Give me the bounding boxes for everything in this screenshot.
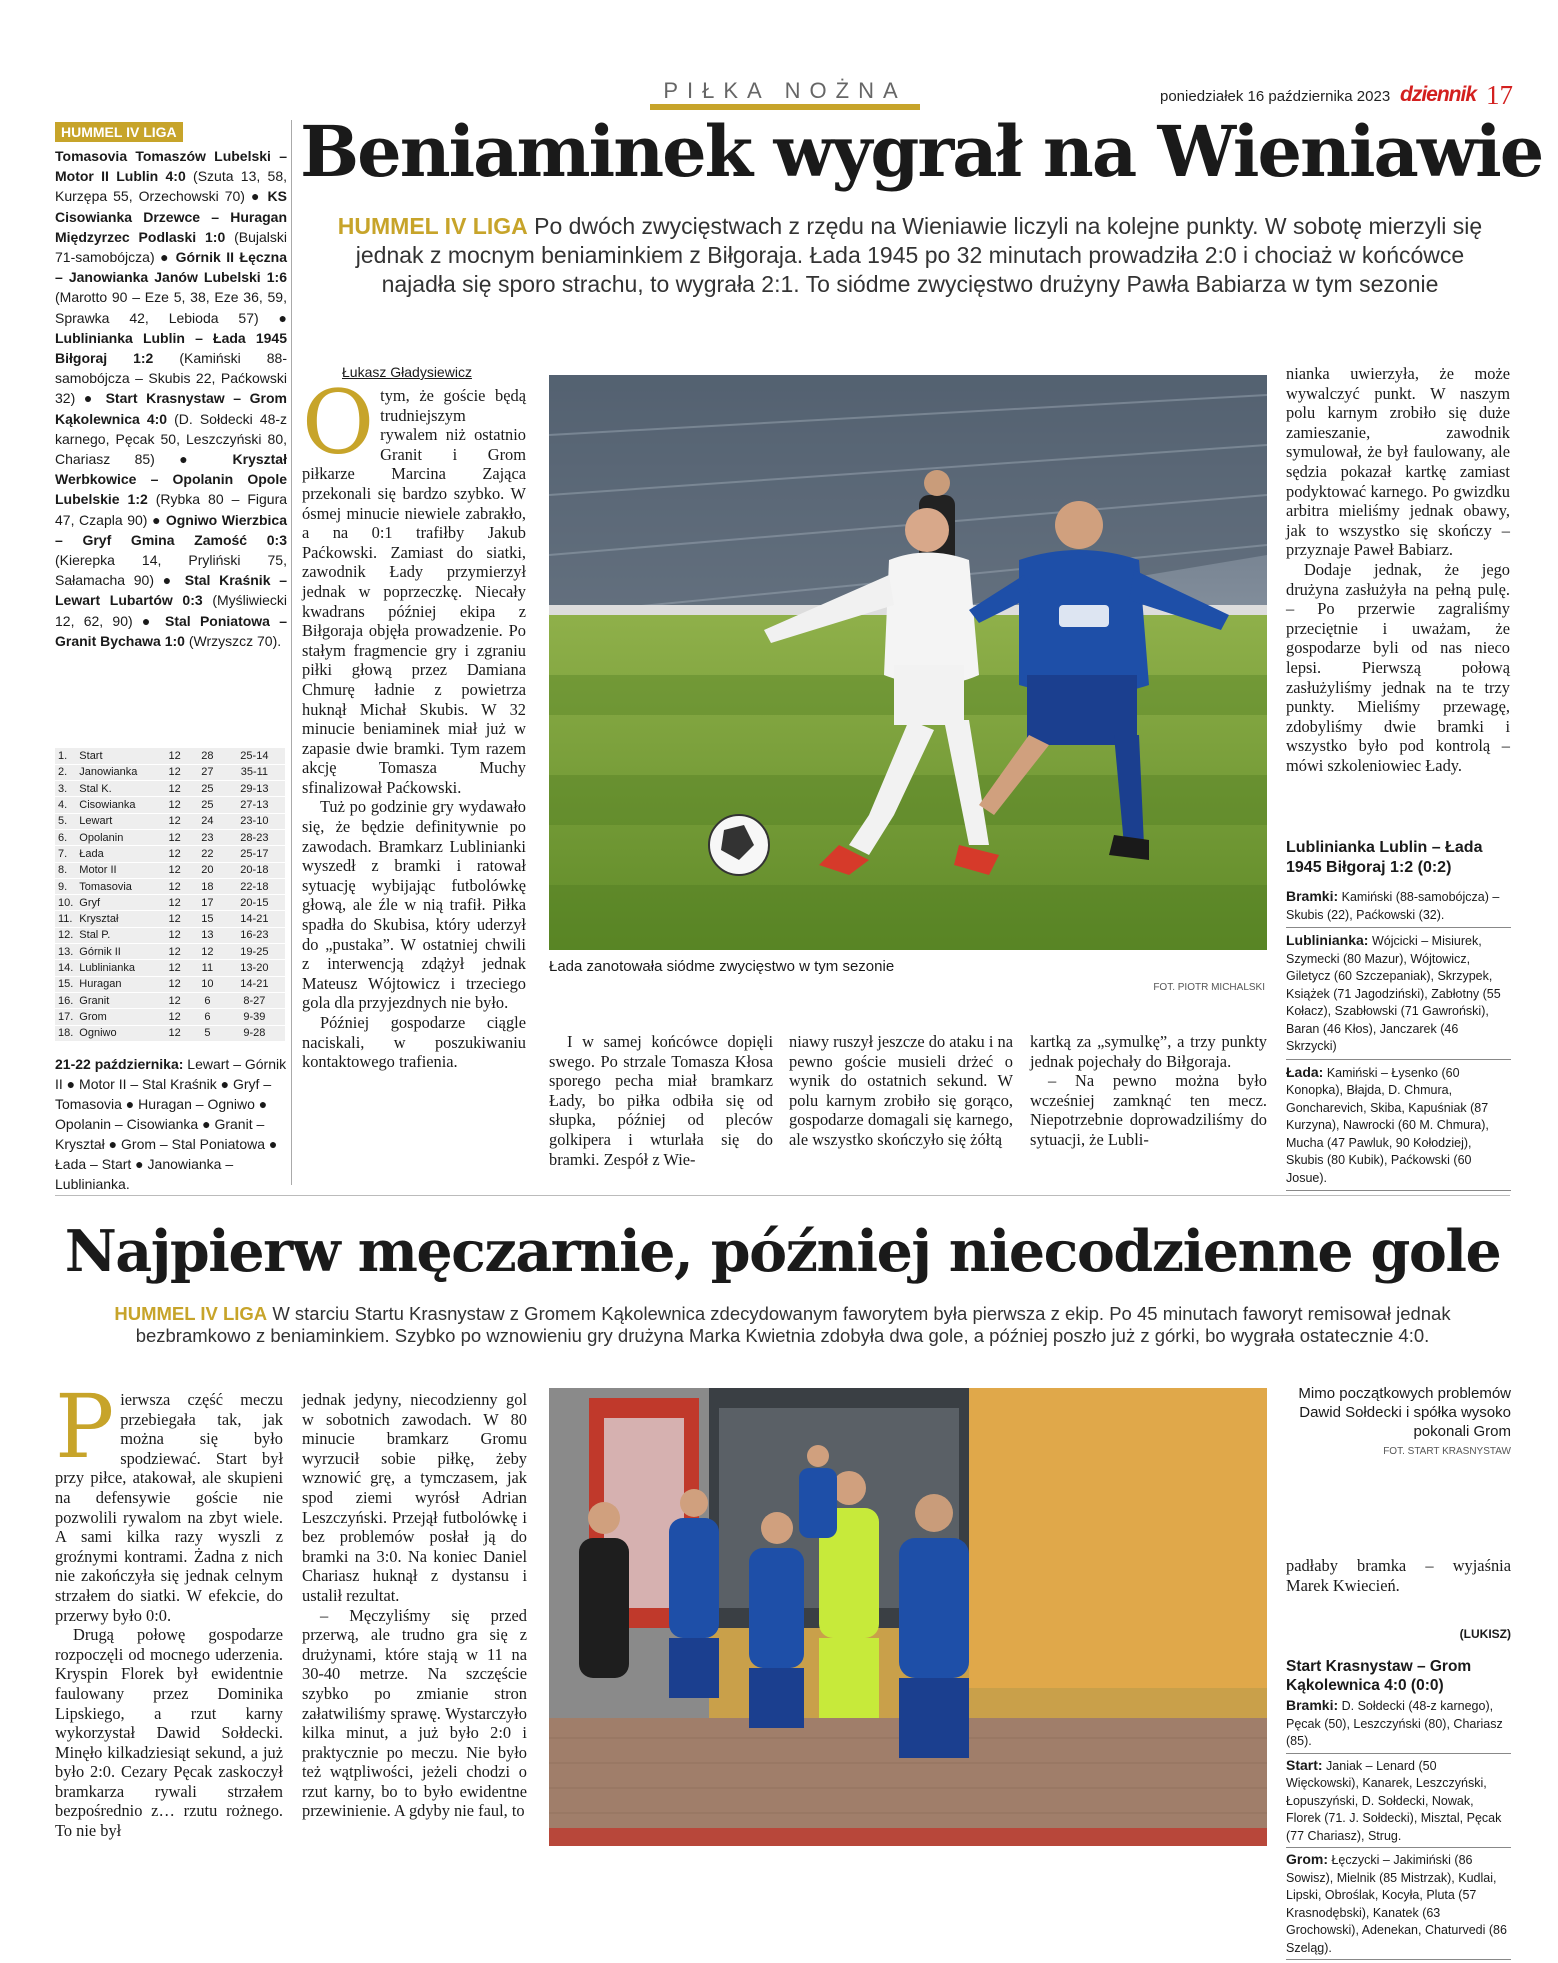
table-row: [55, 797, 285, 813]
table-cell: 16-23: [224, 927, 285, 943]
result-scorers: (Kierepka 14, Pryliński 75, Sałamacha 90): [55, 552, 287, 589]
article1-paragraph: niawy ruszył jeszcze do ataku i na pewno goście musieli drżeć o wynik do ostatnich sekund. W polu karnym zrobiło się gorąco, gospodarze domagali się karnego, ale wszystko skończyło się żółtą: [789, 1032, 1013, 1149]
table-cell: Kryształ: [76, 911, 158, 927]
article2-paragraph: jednak jedyny, niecodzienny gol w sobotnich zawodach. W 80 minucie bramkarz Gromu wyrzucił sobie piłkę, żeby wznowić grę, a tymczasem, jak spod ziemi wyrósł Adrian Leszczyński. Przejął futbolówkę i bez problemów posłał ją do bramki na 3:0. Na koniec Daniel Chariasz huknął z dystansu i ustalił rezultat.: [302, 1390, 527, 1605]
article2-lineups: [1286, 1697, 1511, 1963]
table-cell: 12: [158, 846, 191, 862]
table-cell: 22: [191, 846, 224, 862]
result-match: Kryształ Werbkowice – Opolanin Opole Lubelskie 1:2: [55, 451, 287, 508]
article1-paragraph: Później gospodarze ciągle naciskali, w poszukiwaniu kontaktowego trafienia.: [302, 1013, 526, 1072]
result-match: Stal Kraśnik – Lewart Lubartów 0:3: [55, 572, 287, 609]
article1-headline: Beniaminek wygrał na Wieniawie: [300, 110, 1543, 193]
table-cell: Lewart: [76, 813, 158, 829]
table-cell: 12: [158, 960, 191, 976]
table-cell: 13-20: [224, 960, 285, 976]
article1-lead-text: Po dwóch zwycięstwach z rzędu na Wieniawie liczyli na kolejne punkty. W sobotę mierzyli się jednak z mocnym beniaminkiem z Biłgoraja. Łada 1945 po 32 minutach prowadziła 2:0 i chociaż w końcówce najadła się sporo strachu, to wygrała 2:1. To siódme zwycięstwo drużyny Pawła Babiarza w tym sezonie: [355, 213, 1483, 297]
table-cell: 16.: [55, 992, 76, 1008]
table-cell: 7.: [55, 846, 76, 862]
article2-signature: (LUKISZ): [1459, 1627, 1511, 1641]
article2-column-4: [1286, 1556, 1511, 1595]
next-round-label: 21-22 października:: [55, 1056, 184, 1072]
table-cell: 25: [191, 797, 224, 813]
lineup-text: Kamiński – Łysenko (60 Konopka), Błajda, D. Chmura, Goncharevich, Skiba, Kapuśniak (87 Kurzyna), Nawrocki (60 M. Chmura), Mucha (47 Pawluk, 90 Kołodziej), Skubis (80 Kubik), Paćkowski (60 Josue).: [1286, 1065, 1489, 1185]
table-cell: 13: [191, 927, 224, 943]
table-cell: 18.: [55, 1025, 76, 1041]
article2-dropcap: P: [55, 1375, 115, 1478]
table-cell: 12: [158, 797, 191, 813]
table-row: [55, 764, 285, 780]
results-list: [55, 146, 287, 651]
table-cell: 18: [191, 878, 224, 894]
table-cell: 8.: [55, 862, 76, 878]
table-row: [55, 944, 285, 960]
fixture: Łada – Start: [55, 1156, 132, 1172]
article2-column-1: [55, 1375, 283, 1841]
bullet-icon: ●: [258, 309, 287, 326]
section-label: PIŁKA NOŻNA: [663, 78, 907, 103]
table-cell: 28: [191, 748, 224, 764]
bullet-icon: ●: [121, 1096, 139, 1112]
fixture: Huragan – Ogniwo: [138, 1096, 255, 1112]
bullet-icon: ●: [198, 1116, 215, 1132]
next-round-fixtures: [55, 1054, 287, 1194]
result-scorers: (Wrzyszcz 70).: [188, 632, 282, 649]
result-match: Stal Poniatowa – Granit Bychawa 1:0: [55, 612, 287, 649]
bullet-icon: ●: [75, 390, 106, 407]
table-cell: Ogniwo: [76, 1025, 158, 1041]
fixture: Grom – Stal Poniatowa: [121, 1136, 266, 1152]
lineup-label: Łada:: [1286, 1063, 1324, 1080]
table-cell: 12: [158, 813, 191, 829]
table-cell: 5.: [55, 813, 76, 829]
table-cell: 4.: [55, 797, 76, 813]
table-cell: 12: [158, 781, 191, 797]
table-cell: Stal K.: [76, 781, 158, 797]
result-scorers: (Kamiński 88-samobójcza – Skubis 22, Paćkowski 32): [55, 350, 287, 407]
table-cell: 19-25: [224, 944, 285, 960]
table-cell: 14.: [55, 960, 76, 976]
table-cell: 11: [191, 960, 224, 976]
result-match: Górnik II Łęczna – Janowianka Janów Lubelski 1:6: [55, 249, 287, 286]
standings-table: [55, 748, 285, 1042]
result-match: KS Cisowianka Drzewce – Huragan Międzyrzec Podlaski 1:0: [55, 188, 287, 245]
table-cell: 20-15: [224, 895, 285, 911]
table-cell: 20: [191, 862, 224, 878]
table-cell: 12.: [55, 927, 76, 943]
table-cell: 14-21: [224, 911, 285, 927]
table-cell: 12: [158, 976, 191, 992]
table-cell: 17.: [55, 1009, 76, 1025]
table-cell: 12: [158, 944, 191, 960]
lineup-label: Bramki:: [1286, 1697, 1339, 1713]
article2-lead-tag: HUMMEL IV LIGA: [114, 1303, 268, 1324]
lineup-text: Janiak – Lenard (50 Więckowski), Kanarek, Leszczyński, Łopuszyński, D. Sołdecki, Nowak, Florek (71. J. Sołdecki), Misztal, Pęcak (77 Chariasz), Strug.: [1286, 1758, 1502, 1843]
bullet-icon: ●: [147, 511, 166, 528]
article1-paragraph: kartką za „symulkę”, a trzy punkty jednak pojechały do Biłgoraja.: [1030, 1032, 1267, 1071]
lineup-block: [1286, 888, 1511, 928]
table-row: [55, 1009, 285, 1025]
lineup-block: [1286, 932, 1511, 1060]
table-cell: 10: [191, 976, 224, 992]
issue-date: poniedziałek 16 października 2023: [1160, 88, 1391, 105]
article1-dropcap: O: [302, 371, 375, 474]
lineup-block: [1286, 1064, 1511, 1192]
lineup-label: Lublinianka:: [1286, 932, 1369, 948]
table-cell: 27: [191, 764, 224, 780]
table-cell: 12: [158, 748, 191, 764]
fixture: Opolanin – Cisowianka: [55, 1116, 199, 1132]
table-cell: 11.: [55, 911, 76, 927]
article1-lead: [320, 212, 1500, 299]
table-cell: 12: [191, 944, 224, 960]
table-cell: 12: [158, 1009, 191, 1025]
article2-lead-text: W starciu Startu Krasnystaw z Gromem Kąkolewnica zdecydowanym faworytem była pierwsza z ekip. Po 45 minutach faworyt remisował jednak bezbramkowo z beniaminkiem. Szybko po wznowieniu gry drużyna Marka Kwietnia zdobyła dwa gole, a później poszło już z górki, bo wygrała ostatecznie 4:0.: [135, 1303, 1451, 1346]
article2-paragraph: padłaby bramka – wyjaśnia Marek Kwiecień.: [1286, 1556, 1511, 1595]
page-number: 17: [1486, 80, 1513, 110]
article2-paragraph: – Męczyliśmy się przed przerwą, ale trudno gra się z drużynami, które stają w 11 na 30-40 metrze. Na szczęście szybko po zmianie stron załatwiliśmy sprawę. Wystarczyło kilka minut, a już było 2:0 i praktycznie po meczu. Nie było też wątpliwości, jeżeli chodzi o rzut karny, bo to było ewidentne przewinienie. A gdyby nie faul, to: [302, 1605, 527, 1821]
table-cell: 12: [158, 829, 191, 845]
result-scorers: (D. Sołdecki 48-z karnego, Pęcak 50, Leszczyński 80, Chariasz 85): [55, 410, 288, 468]
article2-photo: [549, 1388, 1267, 1846]
bullet-icon: ●: [62, 1076, 80, 1092]
table-row: [55, 1025, 285, 1041]
fixture: Motor II – Stal Kraśnik: [79, 1076, 217, 1092]
article2-column-2: [302, 1390, 527, 1821]
table-cell: Gryf: [76, 895, 158, 911]
bullet-icon: ●: [132, 612, 166, 629]
article2-photo-caption: Mimo początkowych problemów Dawid Sołdecki i spółka wysoko pokonali Grom: [1298, 1385, 1511, 1440]
column-divider: [291, 120, 292, 1185]
result-scorers: (Marotto 90 – Eze 5, 38, Eze 36, 59, Sprawka 42, Lebioda 57): [55, 289, 287, 326]
fixture: Lewart – Górnik II: [55, 1056, 287, 1092]
team-walkout-photo-icon: [549, 1388, 1267, 1846]
table-cell: Start: [76, 748, 158, 764]
lineup-label: Bramki:: [1286, 888, 1339, 904]
table-row: [55, 976, 285, 992]
table-cell: 12: [158, 992, 191, 1008]
bullet-icon: ●: [154, 249, 176, 266]
table-cell: 1.: [55, 748, 76, 764]
table-cell: 6.: [55, 829, 76, 845]
table-cell: Tomasovia: [76, 878, 158, 894]
article1-paragraph: tym, że goście będą trudniejszym rywalem niż ostatnio Granit i Grom piłkarze Marcina Zająca przekonali się bardzo szybko. W ósmej minucie niewiele zabrakło, a na 0:1 trafiłby Jakub Paćkowski. Zamiast do siatki, zawodnik Łady przymierzył jednak w poprzeczkę. Niecały kwadrans później ekipa z Biłgoraja objęła prowadzenie. Po stałym fragmencie gry i zgraniu piłki głową przez Damiana Chmurę ładnie z powietrza huknął Michał Skubis. W 32 minucie beniaminek miał już w zapasie dwie bramki. Tym razem akcję Tomasza Muchy sfinalizował Paćkowski.: [302, 386, 526, 797]
bullet-icon: ●: [254, 1096, 268, 1112]
result-scorers: (Szuta 13, 58, Kurzępa 55, Orzechowski 70): [55, 168, 288, 205]
section-divider: [55, 1195, 1510, 1196]
table-row: [55, 846, 285, 862]
table-cell: 10.: [55, 895, 76, 911]
table-cell: 23-10: [224, 813, 285, 829]
table-cell: Lublinianka: [76, 960, 158, 976]
bullet-icon: ●: [154, 451, 233, 468]
table-cell: 15.: [55, 976, 76, 992]
table-cell: 27-13: [224, 797, 285, 813]
article1-column-2: [549, 1032, 773, 1169]
table-cell: 35-11: [224, 764, 285, 780]
match-photo-players-icon: [549, 375, 1267, 950]
bullet-icon: ●: [216, 1076, 233, 1092]
table-cell: 6: [191, 1009, 224, 1025]
table-cell: Janowianka: [76, 764, 158, 780]
article1-photo: [549, 375, 1267, 950]
table-cell: 12: [158, 764, 191, 780]
lineup-text: Kamiński (88-samobójcza) – Skubis (22), Paćkowski (32).: [1286, 890, 1500, 922]
table-cell: Górnik II: [76, 944, 158, 960]
table-cell: 12: [158, 927, 191, 943]
article1-column-4: [1030, 1032, 1267, 1150]
table-cell: Huragan: [76, 976, 158, 992]
table-row: [55, 813, 285, 829]
article2-lead: [60, 1303, 1505, 1347]
table-cell: 12: [158, 878, 191, 894]
table-cell: 9.: [55, 878, 76, 894]
article2-paragraph: ierwsza część meczu przebiegała tak, jak można się było spodziewać. Start był przy piłce, atakował, ale skupieni na defensywie goście nie pozwolili rywalom na zbyt wiele. A sami kilka razy wyszli z groźnymi kontrami. Żadna z nich nie zakończyła się jednak celnym strzałem do siatki. W efekcie, do przerwy było 0:0.: [55, 1390, 283, 1625]
article1-paragraph: nianka uwierzyła, że może wywalczyć punkt. W naszym polu karnym zrobiło się duże zamieszanie, zawodnik symulował, że był faulowany, ale sędzia pokazał kartkę zamiast podyktować karnego. Po gwizdku arbitra mieliśmy jednak obawy, jak to wszystko się skończy – przyznaje Paweł Babiarz.: [1286, 364, 1510, 560]
article1-paragraph: Dodaje jednak, że jego drużyna zasłużyła na pełną pulę. – Po przerwie zagraliśmy przeciętnie i uważam, że gospodarze byli od nas nieco lepsi. Pierwszą połową zasłużyliśmy jednak na te trzy punkty. Mieliśmy przewagę, zdobyliśmy dwie bramki i wszystko było pod kontrolą – mówi szkoleniowiec Łady.: [1286, 559, 1510, 775]
table-cell: 9-39: [224, 1009, 285, 1025]
article1-lineups: [1286, 888, 1511, 1195]
table-row: [55, 992, 285, 1008]
table-cell: 24: [191, 813, 224, 829]
table-row: [55, 960, 285, 976]
fixture: Granit – Kryształ: [55, 1116, 265, 1152]
result-match: Ogniwo Wierzbica – Gryf Gmina Zamość 0:3: [55, 511, 287, 548]
table-cell: 5: [191, 1025, 224, 1041]
bullet-icon: ●: [244, 188, 268, 205]
result-match: Start Krasnystaw – Grom Kąkolewnica 4:0: [55, 390, 287, 427]
bullet-icon: ●: [131, 1156, 148, 1172]
article1-column-3: [789, 1032, 1013, 1150]
lineup-text: Łęczycki – Jakimiński (86 Sowisz), Mielnik (85 Mistrzak), Kudlai, Lipski, Obroślak, Kocyła, Pluta (57 Krasnodębski), Kanatek (63 Grochowski), Adenekan, Chaturvedi (86 Szeląg).: [1286, 1853, 1507, 1955]
table-cell: 28-23: [224, 829, 285, 845]
table-cell: 2.: [55, 764, 76, 780]
table-cell: 15: [191, 911, 224, 927]
article1-paragraph: Tuż po godzinie gry wydawało się, że będzie definitywnie po zawodach. Bramkarz Lublinianki wyszedł z bramki i ratował sytuację wybijając futbolówkę głową, ale źle w nią trafił. Piłka spadła do Skubisa, który uderzył do „pustaka”. W ostatniej chwili z interwencją zdążył jednak Mateusz Wójtowicz i trzeciego gola dla przyjezdnych nie było.: [302, 797, 526, 1013]
article1-column-5: [1286, 364, 1510, 775]
article1-photo-caption: Łada zanotowała siódme zwycięstwo w tym sezonie: [549, 958, 895, 975]
table-cell: 8-27: [224, 992, 285, 1008]
result-scorers: (Myśliwiecki 12, 62, 90): [55, 592, 287, 629]
table-cell: 12: [158, 895, 191, 911]
league-tag: HUMMEL IV LIGA: [55, 122, 183, 142]
table-cell: 12: [158, 911, 191, 927]
result-match: Lublinianka Lublin – Łada 1945 Biłgoraj 1:2: [55, 329, 287, 367]
table-cell: Grom: [76, 1009, 158, 1025]
table-cell: 9-28: [224, 1025, 285, 1041]
article1-paragraph: I w samej końcówce dopięli swego. Po strzale Tomasza Kłosa sporego pecha miał bramkarz Łady, bo piłka odbiła się od słupka, później od pleców golkipera i wturlała się do bramki. Zespół z Wie-: [549, 1032, 773, 1169]
table-cell: 12: [158, 862, 191, 878]
bullet-icon: ●: [154, 572, 185, 589]
article2-match-title: Start Krasnystaw – Grom Kąkolewnica 4:0 (0:0): [1286, 1658, 1472, 1694]
table-row: [55, 878, 285, 894]
result-match: Tomasovia Tomaszów Lubelski – Motor II Lublin 4:0: [55, 148, 287, 185]
table-row: [55, 748, 285, 764]
table-row: [55, 895, 285, 911]
table-cell: 14-21: [224, 976, 285, 992]
table-cell: 29-13: [224, 781, 285, 797]
lineup-block: [1286, 1757, 1511, 1849]
table-row: [55, 829, 285, 845]
table-cell: 25: [191, 781, 224, 797]
fixture: Gryf – Tomasovia: [55, 1076, 272, 1112]
table-cell: Łada: [76, 846, 158, 862]
table-cell: Stal P.: [76, 927, 158, 943]
article1-photo-credit: FOT. PIOTR MICHALSKI: [1153, 982, 1265, 993]
brand-logo: dziennik: [1400, 83, 1477, 106]
result-scorers: (Rybka 80 – Figura 47, Czapla 90): [55, 491, 288, 528]
bullet-icon: ●: [104, 1136, 122, 1152]
lineup-block: [1286, 1697, 1511, 1754]
table-row: [55, 781, 285, 797]
article2-headline: Najpierw męczarnie, później niecodzienne gole: [64, 1218, 1501, 1285]
article2-paragraph: Drugą połowę gospodarze rozpoczęli od mocnego uderzenia. Kryspin Florek był ewidentnie faulowany przez Dominika Lipskiego, a rzut karny wykorzystał Dawid Sołdecki. Minęło kilkadziesiąt sekund, a już było 2:0. Cezary Pęcak zaskoczył bramkarza rywali strzałem bezpośrednio z… rzutu rożnego. To nie był: [55, 1625, 283, 1841]
fixture: Janowianka – Lublinianka.: [55, 1156, 234, 1192]
result-scorers: (Bujalski 71-samobójcza): [55, 228, 287, 266]
bullet-icon: ●: [265, 1136, 278, 1152]
lineup-label: Start:: [1286, 1756, 1323, 1773]
table-cell: 17: [191, 895, 224, 911]
table-cell: 25-17: [224, 846, 285, 862]
article1-match-title: Lublinianka Lublin – Łada 1945 Biłgoraj 1:2 (0:2): [1286, 839, 1483, 876]
table-cell: 13.: [55, 944, 76, 960]
table-cell: 3.: [55, 781, 76, 797]
table-row: [55, 862, 285, 878]
table-cell: Granit: [76, 992, 158, 1008]
lineup-text: Wójcicki – Misiurek, Szymecki (80 Mazur), Wójtowicz, Giletycz (60 Szczepaniak), Skrzypek, Książek (71 Jagodziński), Zabłotny (55 Kołacz), Szabłowski (71 Gawroński), Baran (46 Kłos), Janczarek (46 Skrzycki): [1286, 934, 1501, 1053]
article1-paragraph: – Na pewno można było wcześniej zamknąć ten mecz. Niepotrzebnie doprowadziliśmy do sytuacji, że Lubli-: [1030, 1071, 1267, 1149]
table-row: [55, 911, 285, 927]
table-cell: 20-18: [224, 862, 285, 878]
article1-lead-tag: HUMMEL IV LIGA: [337, 213, 528, 239]
table-cell: Cisowianka: [76, 797, 158, 813]
article1-author: Łukasz Gładysiewicz: [342, 364, 472, 380]
article2-photo-credit: FOT. START KRASNYSTAW: [1383, 1446, 1511, 1457]
table-cell: 12: [158, 1025, 191, 1041]
table-row: [55, 927, 285, 943]
lineup-text: D. Sołdecki (48-z karnego), Pęcak (50), Leszczyński (80), Chariasz (85).: [1286, 1699, 1503, 1748]
table-cell: 22-18: [224, 878, 285, 894]
lineup-block: [1286, 1851, 1511, 1960]
table-cell: 23: [191, 829, 224, 845]
table-cell: 25-14: [224, 748, 285, 764]
lineup-label: Grom:: [1286, 1851, 1328, 1867]
table-cell: Motor II: [76, 862, 158, 878]
table-cell: 6: [191, 992, 224, 1008]
table-cell: Opolanin: [76, 829, 158, 845]
